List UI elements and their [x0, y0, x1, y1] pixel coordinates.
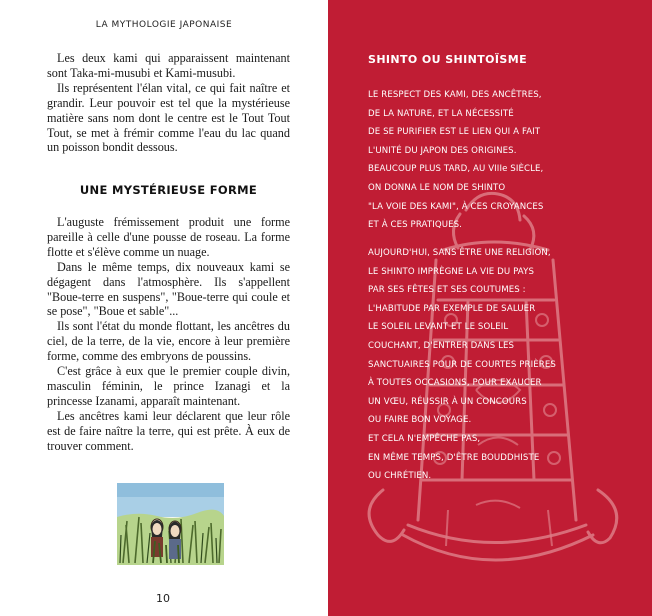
paragraph: Ils sont l'état du monde flottant, les ancêtres du ciel, de la terre, de la vie, encore à leur première forme, comme des embryons de poussins.: [47, 319, 290, 364]
running-header: LA MYTHOLOGIE JAPONAISE: [95, 20, 233, 30]
text-line: L'UNITÉ DU JAPON DES ORIGINES.: [368, 145, 517, 156]
sidebar-title: SHINTO OU SHINTOÏSME: [368, 53, 527, 66]
text-block-intro: [47, 51, 290, 155]
text-line: À TOUTES OCCASIONS, POUR EXAUCER: [368, 378, 542, 389]
text-line: "LA VOIE DES KAMI", À CES CROYANCES: [368, 201, 544, 212]
text-line: UN VŒU, RÉUSSIR À UN CONCOURS: [368, 396, 527, 407]
text-line: EN MÊME TEMPS, D'ÊTRE BOUDDHISTE: [368, 452, 540, 463]
sidebar-text-origins: [368, 86, 638, 235]
text-line: ET CELA N'EMPÊCHE PAS,: [368, 433, 481, 444]
reed-figures-illustration: [117, 483, 224, 565]
text-line: L'HABITUDE PAR EXEMPLE DE SALUER: [368, 303, 536, 314]
text-line: OU CHRÉTIEN.: [368, 471, 432, 482]
paragraph: Ils représentent l'élan vital, ce qui fait naître et grandir. Leur pouvoir est tel que la mystérieuse matière sans nom dont le centre est le Tout Tout Tout, se met à frémir comme l'eau du lac quand un poisson bondit dessous.: [47, 80, 290, 155]
paragraph: C'est grâce à eux que le premier couple divin, masculin féminin, le prince Izanagi et la princesse Izanami, apparaît maintenant.: [47, 364, 290, 408]
text-line: ON DONNA LE NOM DE SHINTO: [368, 182, 506, 193]
text-line: LE SHINTO IMPRÈGNE LA VIE DU PAYS: [368, 266, 535, 277]
text-line: AUJOURD'HUI, SANS ÊTRE UNE RELIGION,: [368, 248, 551, 258]
text-line: ET À CES PRATIQUES.: [368, 220, 463, 231]
section-heading: UNE MYSTÉRIEUSE FORME: [79, 183, 258, 197]
text-line: DE LA NATURE, ET LA NÉCESSITÉ: [368, 108, 514, 119]
text-line: DE SE PURIFIER EST LE LIEN QUI A FAIT: [368, 127, 541, 138]
text-line: LE SOLEIL LEVANT ET LE SOLEIL: [368, 322, 509, 333]
text-line: BEAUCOUP PLUS TARD, AU VIIIe SIÈCLE,: [368, 164, 544, 175]
paragraph: L'auguste frémissement produit une forme pareille à celle d'une pousse de roseau. La forme flotte et s'élève comme un nuage.: [47, 215, 290, 259]
sidebar-text-today: [368, 244, 638, 486]
right-page-shinto-panel: [328, 0, 652, 616]
paragraph: Les deux kami qui apparaissent maintenant sont Taka-mi-musubi et Kami-musubi.: [47, 51, 290, 80]
paragraph: Les ancêtres kami leur déclarent que leur rôle est de faire naître la terre, qui est prête. À eux de trouver comment.: [47, 408, 290, 453]
text-line: SANCTUAIRES POUR DE COURTES PRIÈRES: [368, 359, 556, 370]
paragraph: Dans le même temps, dix nouveaux kami se dégagent dans l'atmosphère. Ils s'appellent "Boue-terre en suspens", "Boue-terre qui coule et se pose", "Boue et sable"...: [47, 259, 290, 319]
page-number: 10: [156, 592, 170, 605]
text-line: COUCHANT, D'ENTRER DANS LES: [368, 340, 515, 351]
text-line: LE RESPECT DES KAMI, DES ANCÊTRES,: [368, 90, 542, 100]
text-block-forme: [47, 215, 290, 454]
text-line: PAR SES FÊTES ET SES COUTUMES :: [368, 285, 526, 296]
text-line: OU FAIRE BON VOYAGE.: [368, 415, 472, 426]
